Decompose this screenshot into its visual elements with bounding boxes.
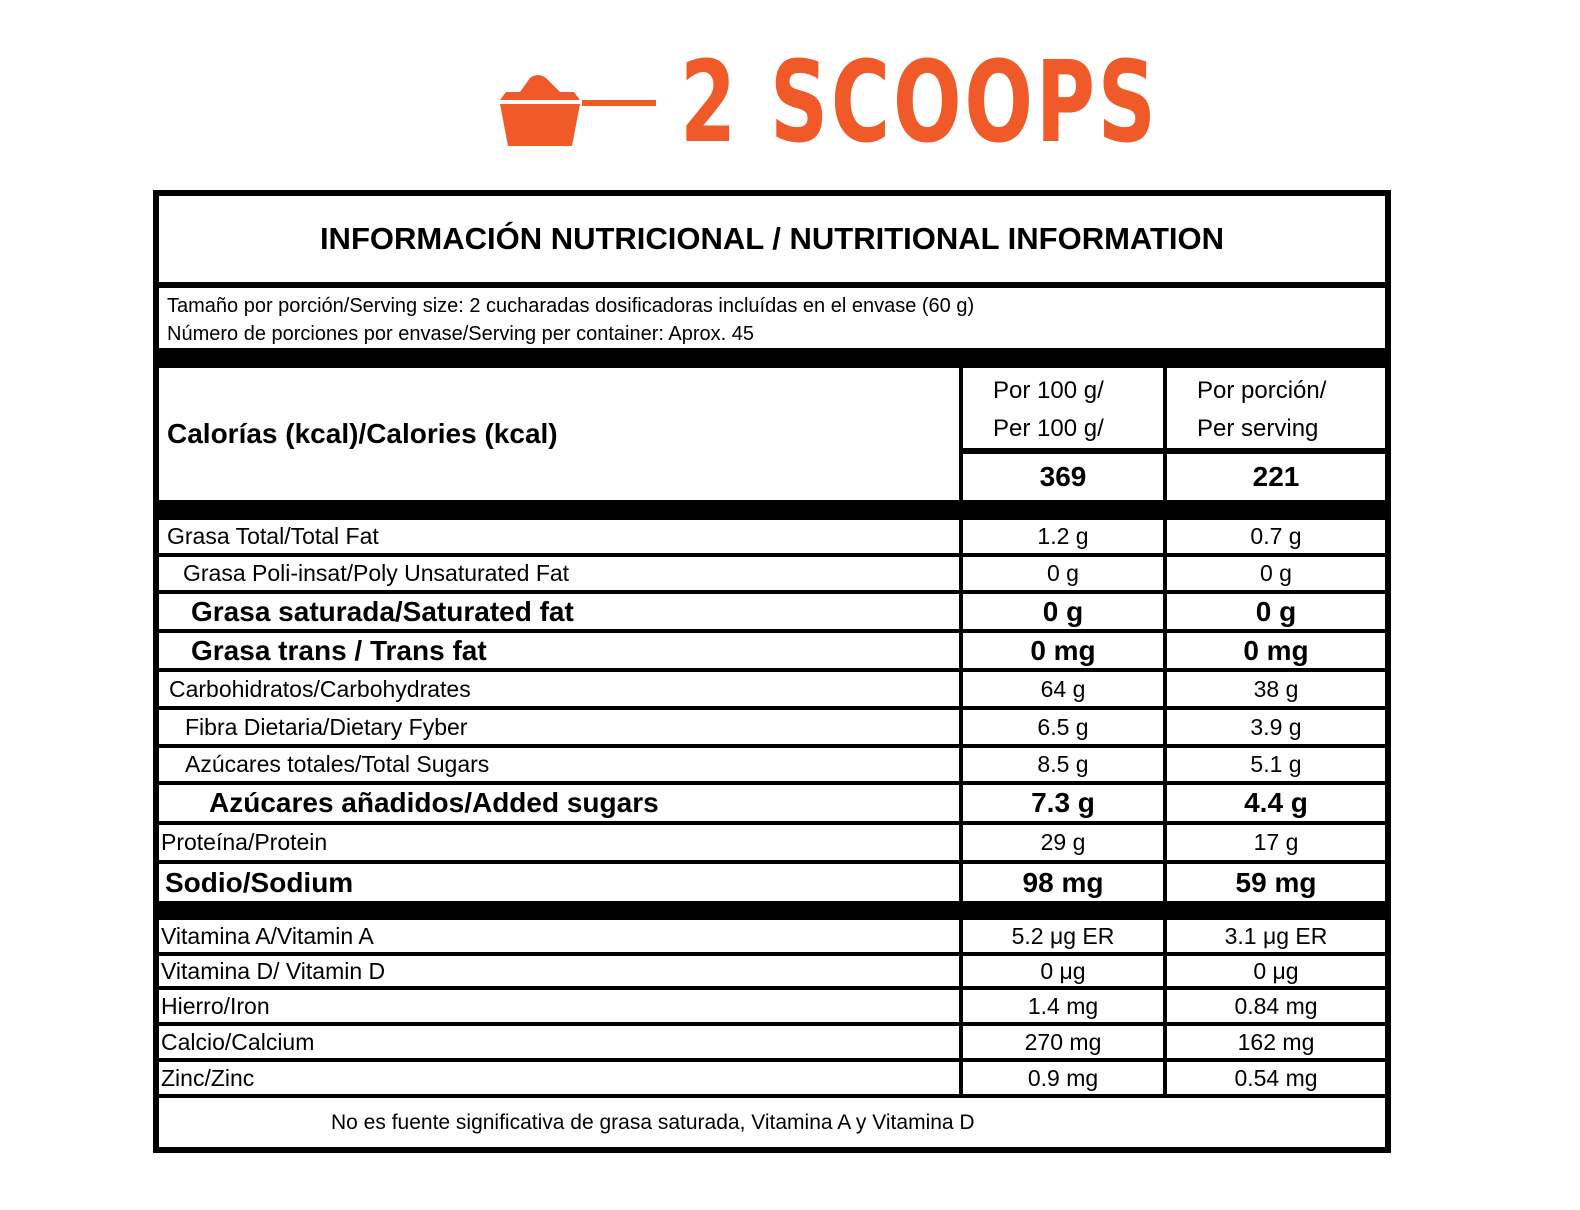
table-row-serving: 0.54 mg <box>1167 1062 1385 1094</box>
table-row-per100: 0 g <box>963 594 1163 629</box>
scoop-icon <box>500 70 660 150</box>
table-row-per100: 7.3 g <box>963 785 1163 821</box>
table-row-per100: 270 mg <box>963 1026 1163 1058</box>
table-row-label: Grasa Poli-insat/Poly Unsaturated Fat <box>159 557 959 590</box>
table-row-serving: 0 g <box>1167 594 1385 629</box>
calories-label: Calorías (kcal)/Calories (kcal) <box>159 368 959 500</box>
table-row-label: Vitamina A/Vitamin A <box>159 920 959 952</box>
col-header-serving-line1: Por porción/ <box>1197 377 1327 404</box>
table-row-per100: 0 mg <box>963 633 1163 668</box>
serving-size: Tamaño por porción/Serving size: 2 cucharadas dosificadoras incluídas en el envase (60 g) <box>167 295 975 317</box>
table-row-per100: 0 μg <box>963 956 1163 986</box>
footer-note: No es fuente significativa de grasa saturada, Vitamina A y Vitamina D <box>159 1098 1385 1147</box>
table-row-serving: 0.84 mg <box>1167 990 1385 1022</box>
table-row-per100: 5.2 μg ER <box>963 920 1163 952</box>
table-row-serving: 59 mg <box>1167 864 1385 901</box>
col-header-per100 <box>963 368 1163 448</box>
table-row-per100: 0 g <box>963 557 1163 590</box>
col-header-serving-line2: Per serving <box>1197 415 1319 442</box>
serving-info <box>159 288 1385 348</box>
col-header-per100-line1: Por 100 g/ <box>993 377 1104 404</box>
nutrition-facts-panel <box>153 190 1391 1153</box>
table-row-serving: 0 mg <box>1167 633 1385 668</box>
table-row-label: Hierro/Iron <box>159 990 959 1022</box>
table-row-label: Grasa saturada/Saturated fat <box>159 594 959 629</box>
table-row-label: Fibra Dietaria/Dietary Fyber <box>159 710 959 744</box>
table-row-label: Vitamina D/ Vitamin D <box>159 956 959 986</box>
table-row-serving: 4.4 g <box>1167 785 1385 821</box>
table-row-label: Grasa Total/Total Fat <box>159 520 959 553</box>
table-row-serving: 3.9 g <box>1167 710 1385 744</box>
table-row-serving: 0 μg <box>1167 956 1385 986</box>
table-row-serving: 162 mg <box>1167 1026 1385 1058</box>
table-row-label: Calcio/Calcium <box>159 1026 959 1058</box>
table-row-label: Zinc/Zinc <box>159 1062 959 1094</box>
table-row-serving: 0 g <box>1167 557 1385 590</box>
col-header-per100-line2: Per 100 g/ <box>993 415 1104 442</box>
brand-header <box>0 0 1580 190</box>
table-row-per100: 0.9 mg <box>963 1062 1163 1094</box>
table-row-serving: 3.1 μg ER <box>1167 920 1385 952</box>
table-row-per100: 1.4 mg <box>963 990 1163 1022</box>
table-row-per100: 64 g <box>963 672 1163 706</box>
col-header-serving <box>1167 368 1385 448</box>
table-row-per100: 98 mg <box>963 864 1163 901</box>
servings-per-container: Número de porciones por envase/Serving per container: Aprox. 45 <box>167 323 755 345</box>
table-row-serving: 17 g <box>1167 825 1385 860</box>
brand-title: 2 SCOOPS <box>680 38 1159 168</box>
table-row-label: Azúcares añadidos/Added sugars <box>159 785 959 821</box>
table-row-serving: 5.1 g <box>1167 748 1385 781</box>
table-row-label: Proteína/Protein <box>159 825 959 860</box>
calories-serving: 221 <box>1167 454 1385 500</box>
table-row-per100: 8.5 g <box>963 748 1163 781</box>
table-row-per100: 6.5 g <box>963 710 1163 744</box>
table-row-label: Sodio/Sodium <box>159 864 959 901</box>
table-row-serving: 0.7 g <box>1167 520 1385 553</box>
table-row-serving: 38 g <box>1167 672 1385 706</box>
table-row-per100: 29 g <box>963 825 1163 860</box>
calories-per100: 369 <box>963 454 1163 500</box>
table-row-label: Grasa trans / Trans fat <box>159 633 959 668</box>
table-row-per100: 1.2 g <box>963 520 1163 553</box>
table-row-label: Azúcares totales/Total Sugars <box>159 748 959 781</box>
table-row-label: Carbohidratos/Carbohydrates <box>159 672 959 706</box>
table-title: INFORMACIÓN NUTRICIONAL / NUTRITIONAL INFORMATION <box>159 196 1385 282</box>
